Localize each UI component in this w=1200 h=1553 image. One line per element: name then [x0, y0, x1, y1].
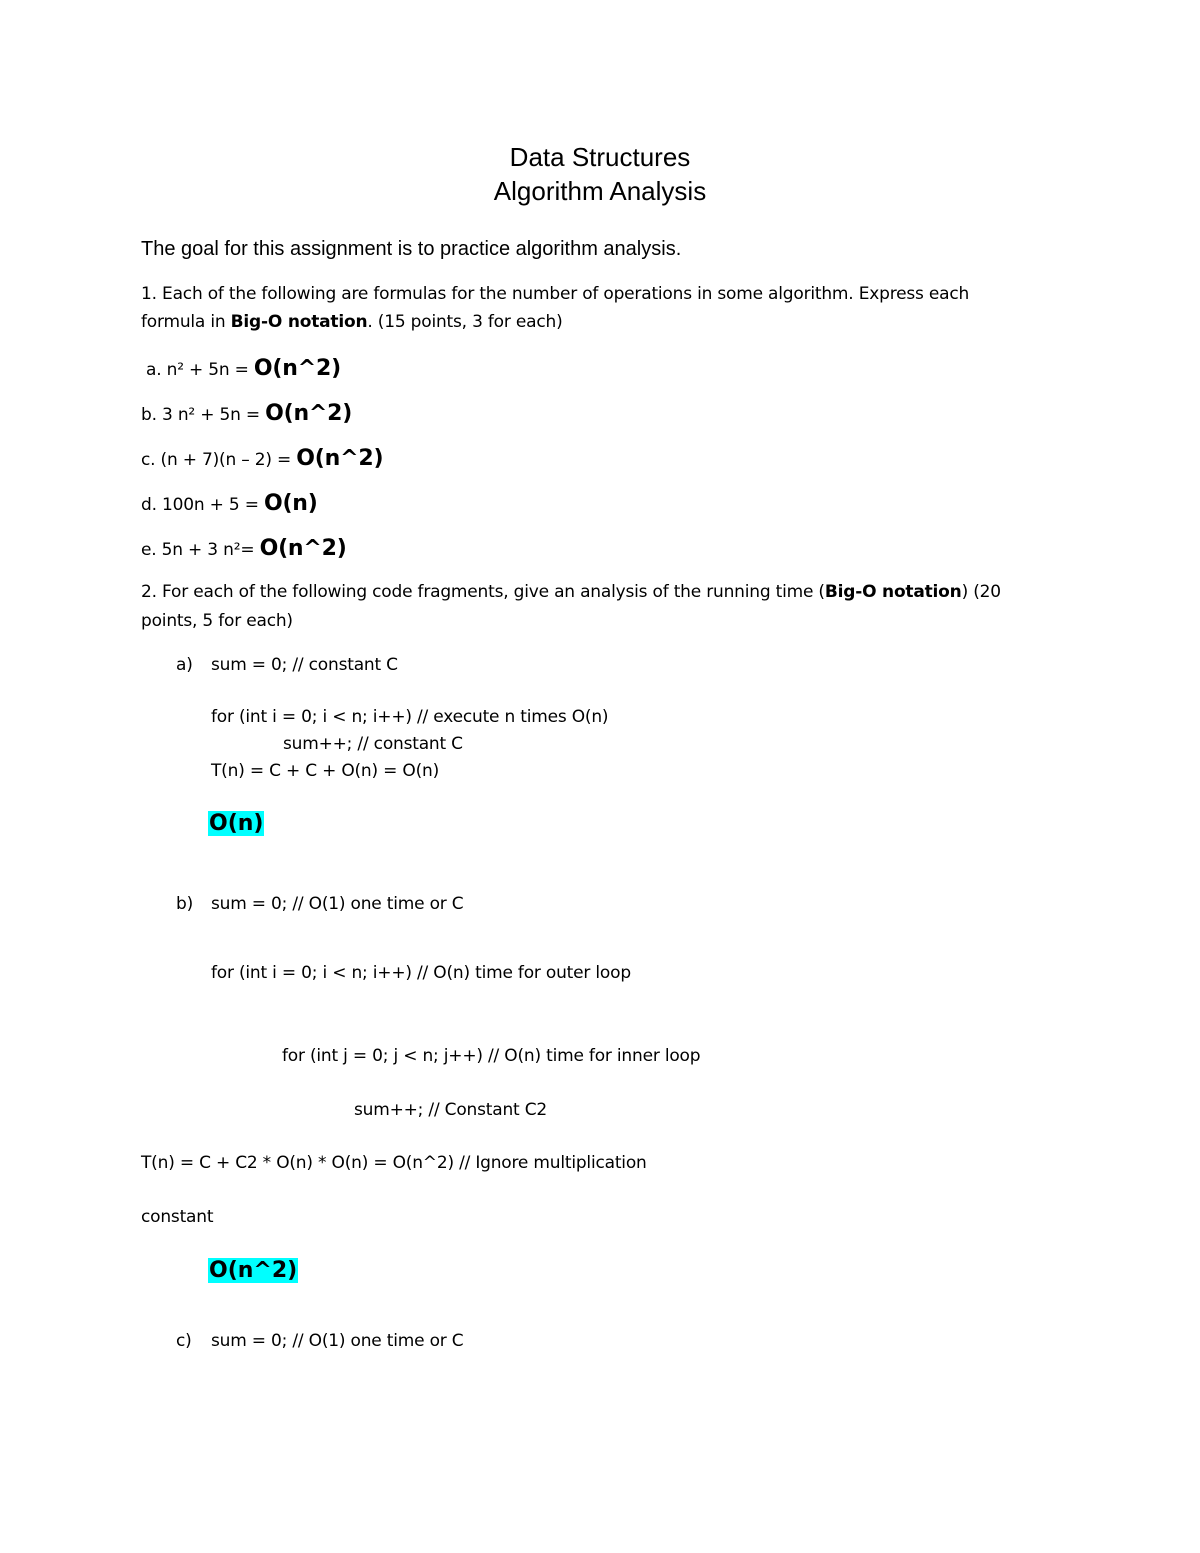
q2b-line4: sum++; // Constant C2	[354, 1100, 547, 1120]
q2a-line1: sum = 0; // constant C	[211, 655, 398, 675]
q2c-line1: sum = 0; // O(1) one time or C	[211, 1331, 464, 1351]
q1-answer-b: O(n^2)	[265, 401, 353, 426]
q1-answer-a: O(n^2)	[253, 356, 341, 381]
q1-item-c: c. (n + 7)(n – 2) = O(n^2)	[141, 446, 384, 471]
q2b-line6: constant	[141, 1207, 214, 1227]
q2a-answer	[208, 811, 264, 836]
q2a-label: a)	[176, 655, 193, 675]
intro-text: The goal for this assignment is to practice algorithm analysis.	[141, 238, 682, 260]
q1-text-line1: 1. Each of the following are formulas for the number of operations in some algorithm. Express each	[141, 284, 970, 304]
q2c-label: c)	[176, 1331, 192, 1351]
q2a-line2: for (int i = 0; i < n; i++) // execute n times O(n)	[211, 707, 609, 727]
q2b-line3: for (int j = 0; j < n; j++) // O(n) time for inner loop	[282, 1046, 701, 1066]
q2b-line5: T(n) = C + C2 * O(n) * O(n) = O(n^2) // Ignore multiplication	[141, 1153, 647, 1173]
q1-item-e: e. 5n + 3 n²= O(n^2)	[141, 536, 347, 561]
q1-text-line2: formula in Big-O notation. (15 points, 3 for each)	[141, 312, 563, 332]
q2a-answer-highlight: O(n)	[209, 811, 264, 836]
q2-text-line1: 2. For each of the following code fragments, give an analysis of the running time (Big-O notation) (20	[141, 582, 1001, 602]
q2b-line1: sum = 0; // O(1) one time or C	[211, 894, 464, 914]
q2b-line2: for (int i = 0; i < n; i++) // O(n) time for outer loop	[211, 963, 631, 983]
q1-number: 1.	[141, 284, 157, 304]
q2a-line4: T(n) = C + C + O(n) = O(n)	[211, 761, 440, 781]
document-subtitle: Algorithm Analysis	[493, 176, 707, 206]
document-title: Data Structures	[509, 142, 691, 172]
q1-item-b: b. 3 n² + 5n = O(n^2)	[141, 401, 353, 426]
q1-answer-c: O(n^2)	[296, 446, 384, 471]
q2a-line3: sum++; // constant C	[283, 734, 463, 754]
q1-answer-d: O(n)	[263, 491, 318, 516]
q2-text-line2: points, 5 for each)	[141, 611, 293, 631]
q2b-label: b)	[176, 894, 194, 914]
q2b-answer	[208, 1258, 298, 1283]
q2-number: 2.	[141, 582, 157, 602]
q1-answer-e: O(n^2)	[259, 536, 347, 561]
q1-item-a: a. n² + 5n = O(n^2)	[146, 356, 341, 381]
q1-item-d: d. 100n + 5 = O(n)	[141, 491, 318, 516]
q2b-answer-highlight: O(n^2)	[209, 1258, 298, 1283]
